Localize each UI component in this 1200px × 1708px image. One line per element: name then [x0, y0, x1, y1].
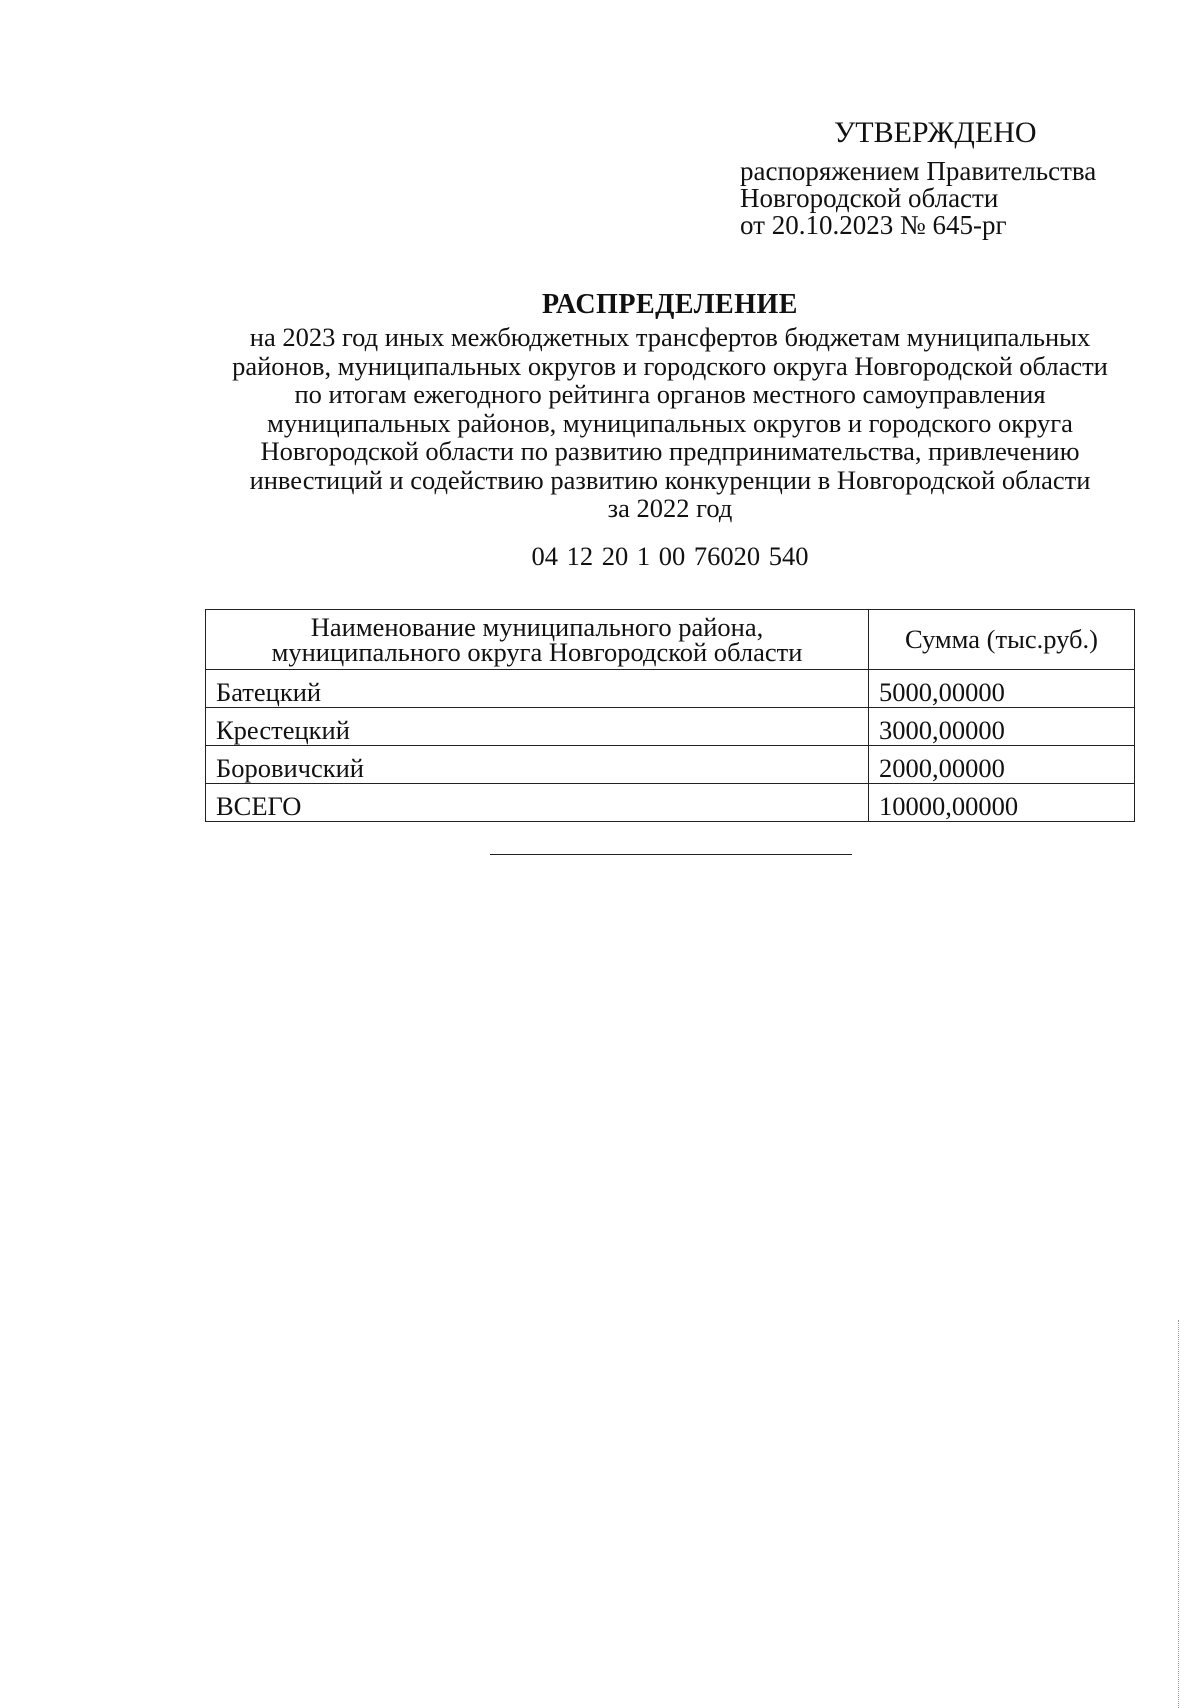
document-subtitle: [190, 323, 1150, 523]
subtitle-line: за 2022 год: [607, 493, 733, 523]
table-header-row: [206, 610, 1135, 670]
amount-cell: 2000,00000: [869, 746, 1135, 784]
total-label-cell: ВСЕГО: [206, 784, 869, 822]
district-name-cell: Крестецкий: [206, 708, 869, 746]
table-row: [206, 670, 1135, 708]
header-name-line: муниципального округа Новгородской области: [271, 636, 803, 667]
header-name-cell: [206, 610, 869, 670]
table-row: [206, 746, 1135, 784]
end-divider: [490, 854, 852, 855]
approval-block: [740, 116, 1140, 239]
scan-edge-mark: [1178, 1320, 1179, 1708]
distribution-table: [205, 609, 1135, 822]
total-amount-cell: 10000,00000: [869, 784, 1135, 822]
district-name-cell: Батецкий: [206, 670, 869, 708]
subtitle-line: на 2023 год иных межбюджетных трансфертов бюджетам муниципальных: [249, 322, 1091, 352]
amount-cell: 3000,00000: [869, 708, 1135, 746]
header-amount-cell: Сумма (тыс.руб.): [869, 610, 1135, 670]
table-row: [206, 708, 1135, 746]
document-title: РАСПРЕДЕЛЕНИЕ: [542, 289, 798, 320]
subtitle-line: по итогам ежегодного рейтинга органов местного самоуправления: [294, 379, 1046, 409]
header-name-line: Наименование муниципального района,: [310, 611, 764, 642]
subtitle-line: инвестиций и содействию развитию конкуренции в Новгородской области: [249, 464, 1091, 495]
approval-line-order: распоряжением Правительства: [740, 156, 1097, 186]
approval-line-date-number: от 20.10.2023 № 645-рг: [740, 210, 1007, 240]
budget-classification-code: 04 12 20 1 00 76020 540: [531, 541, 809, 571]
table-total-row: [206, 784, 1135, 822]
subtitle-line: муниципальных районов, муниципальных округов и городского округа: [267, 407, 1073, 438]
subtitle-line: районов, муниципальных округов и городского округа Новгородской области: [232, 350, 1108, 381]
approved-title: УТВЕРЖДЕНО: [834, 116, 1037, 149]
district-name-cell: Боровичский: [206, 746, 869, 784]
amount-cell: 5000,00000: [869, 670, 1135, 708]
subtitle-line: Новгородской области по развитию предпринимательства, привлечению: [260, 436, 1080, 466]
approval-line-region: Новгородской области: [740, 183, 999, 213]
